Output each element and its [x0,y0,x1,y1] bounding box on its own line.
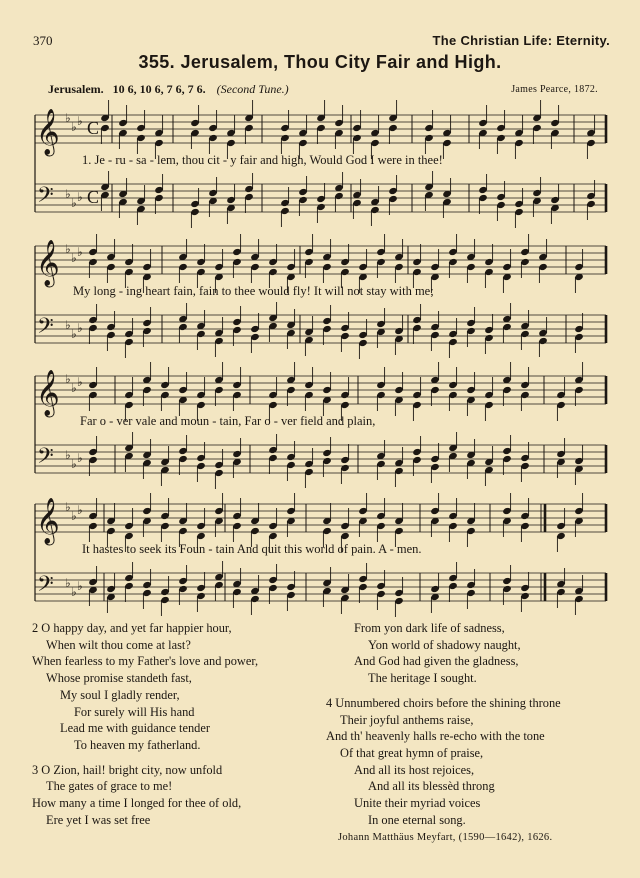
bass-clef: 𝄢 [37,444,54,474]
common-time: C [87,187,100,207]
verse-line: Their joyful anthems raise, [340,712,474,727]
bass-clef: 𝄢 [37,314,54,344]
flat-sign: ♭ [77,579,83,593]
flat-sign: ♭ [77,114,83,128]
verse-line: To heaven my fatherland. [74,737,201,752]
verse-line: Yon world of shadowy naught, [368,637,521,652]
verse-line: And God had given the gladness, [354,654,519,669]
verses-left-column [32,620,332,828]
bass-clef: 𝄢 [37,183,54,213]
flat-sign: ♭ [65,242,71,256]
author-credit: Johann Matthäus Meyfart, (1590—1642), 1626. [338,832,553,844]
verse-line: The gates of grace to me! [46,779,173,794]
flat-sign: ♭ [71,120,77,134]
verse-line: Lead me with guidance tender [60,721,211,736]
flat-sign: ♭ [65,111,71,125]
flat-sign: ♭ [71,251,77,265]
verse-line: Whose promise standeth fast, [46,671,192,686]
flat-sign: ♭ [71,327,77,341]
flat-sign: ♭ [71,196,77,210]
page-number: 370 [33,33,53,48]
flat-sign: ♭ [77,503,83,517]
verse-line: And all its host rejoices, [354,762,475,777]
verse-line: And th' heavenly halls re-echo with the tone [326,729,545,744]
flat-sign: ♭ [65,500,71,514]
flat-sign: ♭ [65,372,71,386]
lyric-line-2: My long - ing heart fain, fain to thee would fly! It will not stay with me; [73,284,434,298]
flat-sign: ♭ [71,381,77,395]
flat-sign: ♭ [71,585,77,599]
verse-line: The heritage I sought. [368,671,477,686]
flat-sign: ♭ [77,375,83,389]
common-time: C [87,118,100,138]
treble-clef: 𝄞 [36,240,60,286]
verses-right-column [326,620,626,847]
tune-name: Jerusalem. [48,82,104,96]
verse-line: For surely will His hand [74,704,195,719]
treble-clef: 𝄞 [36,370,60,416]
treble-clef: 𝄞 [36,109,60,155]
tune-note: (Second Tune.) [216,82,289,96]
verse-line: In one eternal song. [368,812,466,827]
verse-line: Ere yet I was set free [46,812,151,827]
verse-line: When fearless to my Father's love and power, [32,654,259,669]
verse-line: 2 O happy day, and yet far happier hour, [32,621,232,635]
verse-line: My soul I gladly render, [60,687,180,702]
flat-sign: ♭ [77,245,83,259]
flat-sign: ♭ [77,321,83,335]
flat-sign: ♭ [71,509,77,523]
bass-clef: 𝄢 [37,572,54,602]
flat-sign: ♭ [77,451,83,465]
flat-sign: ♭ [65,187,71,201]
lyric-line-1: 1. Je - ru - sa - lem, thou cit - y fair and high, Would God I were in thee! [82,153,443,167]
lyric-line-4: It hastes to seek its Foun - tain And quit this world of pain. A - men. [82,542,422,556]
flat-sign: ♭ [71,457,77,471]
verse-line: From yon dark life of sadness, [354,621,505,635]
verse-line: When wilt thou come at last? [46,637,191,652]
flat-sign: ♭ [65,576,71,590]
meter: 10 6, 10 6, 7 6, 7 6. [112,82,206,96]
verse-line: And all its blessèd throng [368,779,495,794]
flat-sign: ♭ [65,318,71,332]
verse-line: How many a time I longed for thee of old, [32,796,242,811]
flat-sign: ♭ [65,448,71,462]
verse-line: Of that great hymn of praise, [340,745,484,760]
treble-clef: 𝄞 [36,498,60,544]
lyric-line-3: Far o - ver vale and moun - tain, Far o - ver field and plain, [80,414,376,428]
verse-line: 4 Unnumbered choirs before the shining throne [326,695,561,710]
verse-line: Unite their myriad voices [354,796,481,811]
section-heading: The Christian Life: Eternity. [432,33,610,48]
hymn-title: 355. Jerusalem, Thou City Fair and High. [138,52,502,72]
verse-line: 3 O Zion, hail! bright city, now unfold [32,762,223,777]
flat-sign: ♭ [77,190,83,204]
composer-credit: James Pearce, 1872. [511,84,598,95]
